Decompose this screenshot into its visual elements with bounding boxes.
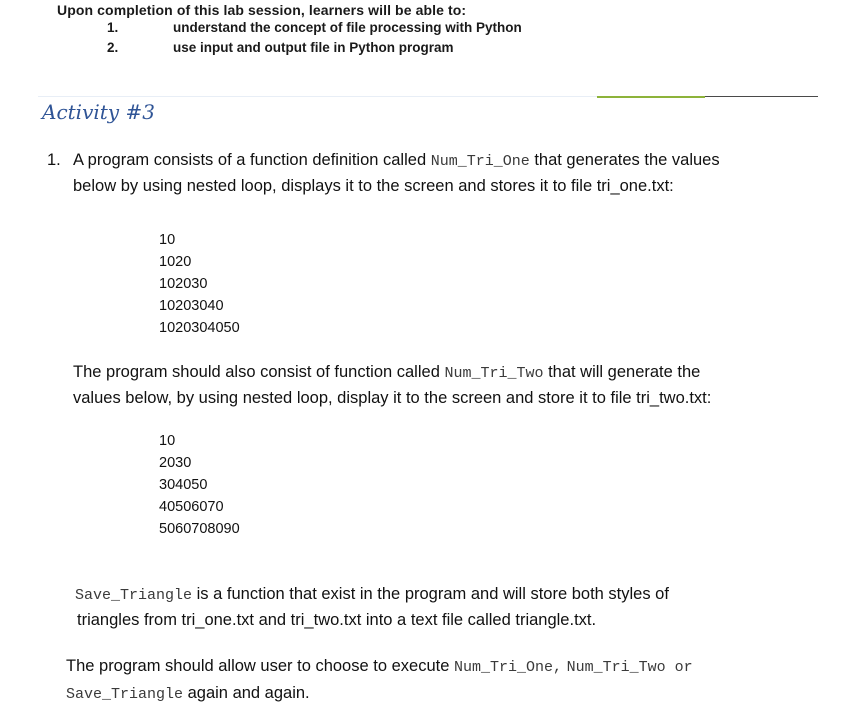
triangle-two-row: 10 bbox=[159, 433, 176, 449]
function-name-num-tri-one: Num_Tri_One bbox=[430, 153, 530, 170]
paragraph3-text-post: is a function that exist in the program and will store both styles of bbox=[192, 585, 669, 603]
objective-number: 2. bbox=[107, 40, 119, 55]
question1-text-pre: A program consists of a function definition called bbox=[73, 151, 431, 169]
paragraph3-line2: triangles from tri_one.txt and tri_two.txt into a text file called triangle.txt. bbox=[77, 611, 597, 629]
heading-rule-dark bbox=[705, 96, 818, 97]
objectives-heading: Upon completion of this lab session, learners will be able to: bbox=[57, 2, 467, 18]
triangle-one-row: 1020 bbox=[159, 254, 192, 270]
question-number: 1. bbox=[47, 151, 61, 169]
triangle-one-row: 10 bbox=[159, 232, 176, 248]
triangle-two-row: 2030 bbox=[159, 455, 192, 471]
question1-line1 bbox=[73, 151, 720, 170]
triangle-one-row: 102030 bbox=[159, 276, 208, 292]
function-name-num-tri-two: Num_Tri_Two or bbox=[566, 659, 693, 676]
objective-number: 1. bbox=[107, 20, 119, 35]
triangle-two-row: 5060708090 bbox=[159, 521, 240, 537]
function-name-save-triangle: Save_Triangle bbox=[75, 587, 193, 604]
paragraph2-text-pre: The program should also consist of function called bbox=[73, 363, 445, 381]
paragraph4-text-pre: The program should allow user to choose to execute bbox=[66, 657, 454, 675]
paragraph2-text-post: that will generate the bbox=[543, 363, 701, 381]
triangle-two-row: 304050 bbox=[159, 477, 208, 493]
objective-item: understand the concept of file processing with Python bbox=[173, 20, 522, 35]
question1-line2: below by using nested loop, displays it to the screen and stores it to file tri_one.txt: bbox=[73, 177, 674, 195]
heading-rule-accent bbox=[597, 96, 705, 98]
triangle-one-row: 10203040 bbox=[159, 298, 224, 314]
function-name-num-tri-two: Num_Tri_Two bbox=[444, 365, 544, 382]
paragraph2-line1 bbox=[73, 363, 700, 382]
question1-text-post: that generates the values bbox=[529, 151, 720, 169]
function-name-num-tri-one: Num_Tri_One, bbox=[453, 659, 562, 676]
triangle-one-row: 1020304050 bbox=[159, 320, 240, 336]
function-name-save-triangle: Save_Triangle bbox=[66, 686, 184, 703]
paragraph2-line2: values below, by using nested loop, display it to the screen and store it to file tri_two.txt: bbox=[73, 389, 712, 407]
paragraph3-line1 bbox=[75, 585, 669, 604]
activity-title: Activity #3 bbox=[42, 100, 155, 124]
objective-item: use input and output file in Python program bbox=[173, 40, 454, 55]
paragraph4-line1 bbox=[66, 657, 693, 676]
paragraph4-text-post: again and again. bbox=[183, 684, 310, 702]
triangle-two-row: 40506070 bbox=[159, 499, 224, 515]
paragraph4-line2 bbox=[66, 684, 310, 703]
